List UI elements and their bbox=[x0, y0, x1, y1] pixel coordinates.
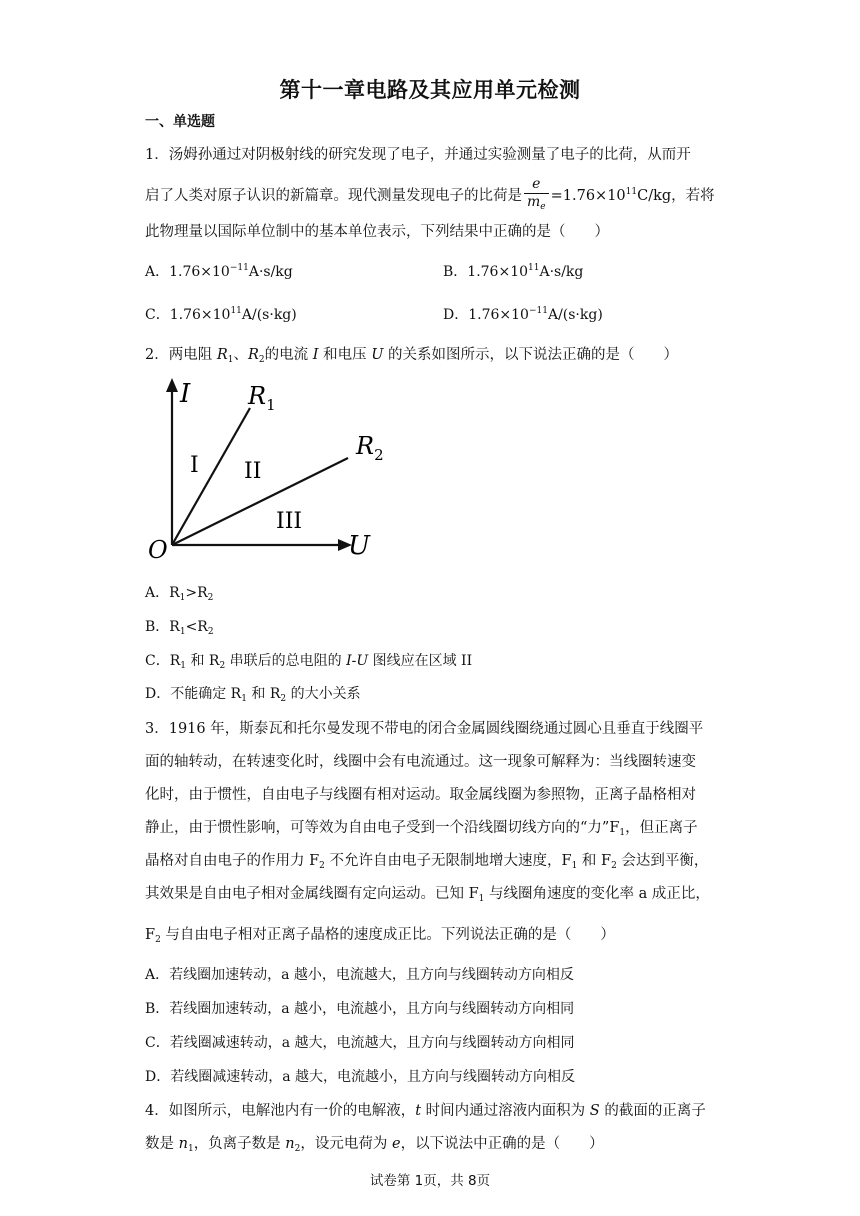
section-heading: 一、单选题 bbox=[145, 114, 215, 130]
q3-option-a: A．若线圈加速转动，a 越小，电流越大，且方向与线圈转动方向相反 bbox=[145, 967, 574, 983]
q4-line2: 数是 $n_1$，负离子数是 $n_2$，设元电荷为 e，以下说法中正确的是（ ） bbox=[145, 1136, 604, 1154]
q3-line6: 其效果是自由电子相对金属线圈有定向运动。已知 $F_1$ 与线圈角速度的变化率 a 成正比， bbox=[145, 886, 710, 904]
q4-line1: 4．如图所示，电解池内有一价的电解液，t 时间内通过溶液内面积为 S 的截面的正离子 bbox=[145, 1103, 706, 1119]
q2-option-c: C．$R_1$ 和 $R_2$ 串联后的总电阻的 I-U 图线应在区域 II bbox=[145, 653, 473, 671]
q1-line3: 此物理量以国际单位制中的基本单位表示，下列结果中正确的是（ ） bbox=[145, 224, 609, 240]
q3-option-c: C．若线圈减速转动，a 越大，电流越大，且方向与线圈转动方向相同 bbox=[145, 1035, 575, 1051]
q2-stem: 2．两电阻 $R_1$、$R_2$的电流 I 和电压 U 的关系如图所示，以下说法正确的是（ ） bbox=[145, 347, 679, 365]
q1-option-a: A．$1.76\times 10^{-11}A\cdot s/kg$ bbox=[145, 263, 293, 280]
q1-option-b: B．$1.76\times 10^{11}A\cdot s/kg$ bbox=[443, 263, 584, 280]
i-axis-arrow bbox=[166, 378, 178, 392]
region-i-label: I bbox=[190, 453, 199, 478]
page-footer: 试卷第 1页，共 8页 bbox=[369, 1173, 491, 1189]
q3-option-d: D．若线圈减速转动，a 越大，电流越小，且方向与线圈转动方向相反 bbox=[145, 1069, 576, 1085]
q1-option-c: C．$1.76\times 10^{11}A/(s\cdot kg)$ bbox=[145, 306, 297, 323]
u-axis-label: U bbox=[348, 531, 370, 561]
region-iii-label: III bbox=[276, 509, 303, 534]
charge-mass-fraction: $\frac{e}{m_e}$ bbox=[524, 176, 549, 216]
r1-line bbox=[172, 408, 250, 545]
r2-label: $R_2$ bbox=[356, 432, 384, 464]
q1-line2: 启了人类对原子认识的新篇章。现代测量发现电子的比荷是 $\frac{e}{m_e}$ $=1.76\times 10^{11}C/kg$，若将 bbox=[145, 176, 715, 216]
q1-option-d: D．$1.76\times 10^{-11}A/(s\cdot kg)$ bbox=[443, 306, 603, 323]
iu-graph bbox=[140, 370, 400, 570]
i-axis-label: I bbox=[180, 379, 191, 409]
q3-line7: $F_2$ 与自由电子相对正离子晶格的速度成正比。下列说法正确的是（ ） bbox=[145, 927, 615, 945]
q3-option-b: B．若线圈加速转动，a 越小，电流越小，且方向与线圈转动方向相同 bbox=[145, 1001, 575, 1017]
q3-line5: 晶格对自由电子的作用力 $F_2$ 不允许自由电子无限制地增大速度，$F_1$ 和 $F_2$ 会达到平衡， bbox=[145, 853, 709, 871]
q3-line2: 面的轴转动，在转速变化时，线圈中会有电流通过。这一现象可解释为：当线圈转速变 bbox=[145, 754, 696, 770]
q2-option-a: A．$R_1>R_2$ bbox=[145, 585, 214, 603]
r1-label: $R_1$ bbox=[248, 382, 276, 414]
q3-line1: 3．1916 年，斯泰瓦和托尔曼发现不带电的闭合金属圆线圈绕通过圆心且垂直于线圈平 bbox=[145, 721, 704, 737]
q3-line4: 静止，由于惯性影响，可等效为自由电子受到一个沿线圈切线方向的“力$”F_1$，但正离子 bbox=[145, 820, 698, 838]
q2-option-d: D．不能确定 $R_1$ 和 $R_2$ 的大小关系 bbox=[145, 686, 361, 704]
q1-line1: 1．汤姆孙通过对阴极射线的研究发现了电子，并通过实验测量了电子的比荷，从而开 bbox=[145, 147, 691, 163]
origin-label: O bbox=[148, 536, 168, 564]
page-title: 第十一章电路及其应用单元检测 bbox=[279, 78, 581, 102]
q3-line3: 化时，由于惯性，自由电子与线圈有相对运动。取金属线圈为参照物，正离子晶格相对 bbox=[145, 787, 696, 803]
region-ii-label: II bbox=[244, 459, 262, 484]
q2-option-b: B．$R_1<R_2$ bbox=[145, 619, 214, 637]
